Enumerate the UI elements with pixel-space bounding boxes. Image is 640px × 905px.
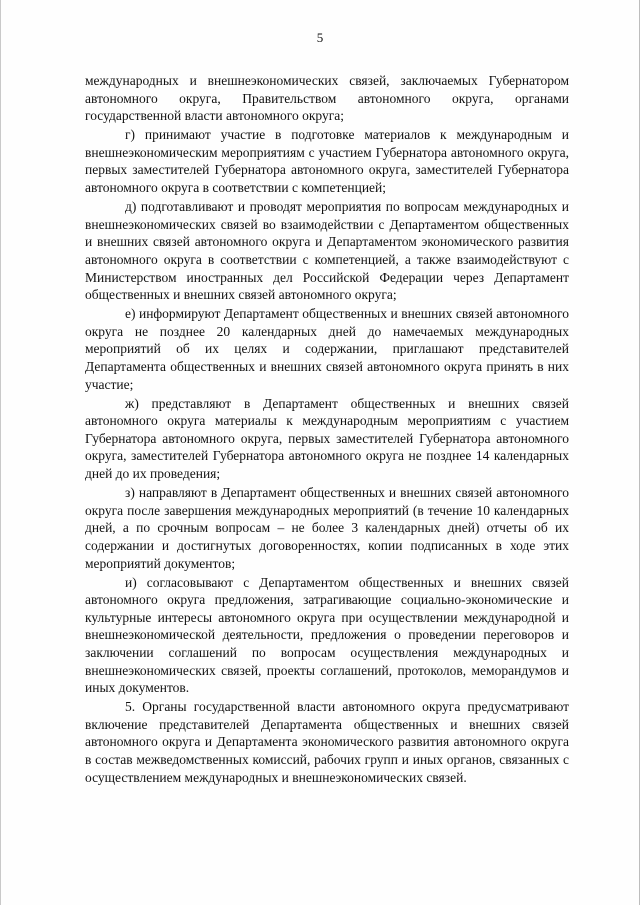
page-number: 5 xyxy=(316,30,324,45)
document-body xyxy=(85,72,569,788)
paragraph-item-i: и) согласовывают с Департаментом общественных и внешних связей автономного округа предложения, затрагивающие социально-экономические и культурные интересы автономного округа при осуществлении международной и внешнеэкономической деятельности, предложения о проведении переговоров и заключении соглашений по вопросам осуществления международных и внешнеэкономических связей, проекты соглашений, протоколов, меморандумов и иных документов. xyxy=(85,574,569,696)
paragraph-item-d: д) подготавливают и проводят мероприятия по вопросам международных и внешнеэкономических связей во взаимодействии с Департаментом общественных и внешних связей автономного округа и Департаментом экономического развития автономного округа в соответствии с компетенцией, а также взаимодействуют с Министерством иностранных дел Российской Федерации через Департамент общественных и внешних связей автономного округа; xyxy=(85,199,569,303)
paragraph-item-z: з) направляют в Департамент общественных и внешних связей автономного округа после завершения международных мероприятий (в течение 10 календарных дней, а по срочным вопросам – не более 3 календарных дней) отчеты об их содержании и достигнутых договоренностях, копии подписанных в ходе этих мероприятий документов; xyxy=(85,485,569,571)
paragraph-continuation: международных и внешнеэкономических связей, заключаемых Губернатором автономного округа, Правительством автономного округа, органами государственной власти автономного округа; xyxy=(85,73,569,124)
paragraph-item-zh: ж) представляют в Департамент общественных и внешних связей автономного округа материалы к международным мероприятиям с участием Губернатора автономного округа, первых заместителей Губернатора автономного округа, заместителей Губернатора автономного округа не позднее 14 календарных дней до их проведения; xyxy=(85,395,569,482)
paragraph-section-5: 5. Органы государственной власти автономного округа предусматривают включение представителей Департамента общественных и внешних связей автономного округа и Департамента экономического развития автономного округа в состав межведомственных комиссий, рабочих групп и иных органов, связанных с осуществлением международных и внешнеэкономических связей. xyxy=(85,699,569,785)
paragraph-item-g: г) принимают участие в подготовке материалов к международным и внешнеэкономическим мероприятиям с участием Губернатора автономного округа, первых заместителей Губернатора автономного округа, заместителей Губернатора автономного округа в соответствии с компетенцией; xyxy=(85,127,569,196)
paragraph-item-e: е) информируют Департамент общественных и внешних связей автономного округа не позднее 20 календарных дней до намечаемых международных мероприятий об их целях и содержании, приглашают представителей Департамента общественных и внешних связей автономного округа принять в них участие; xyxy=(85,306,569,392)
